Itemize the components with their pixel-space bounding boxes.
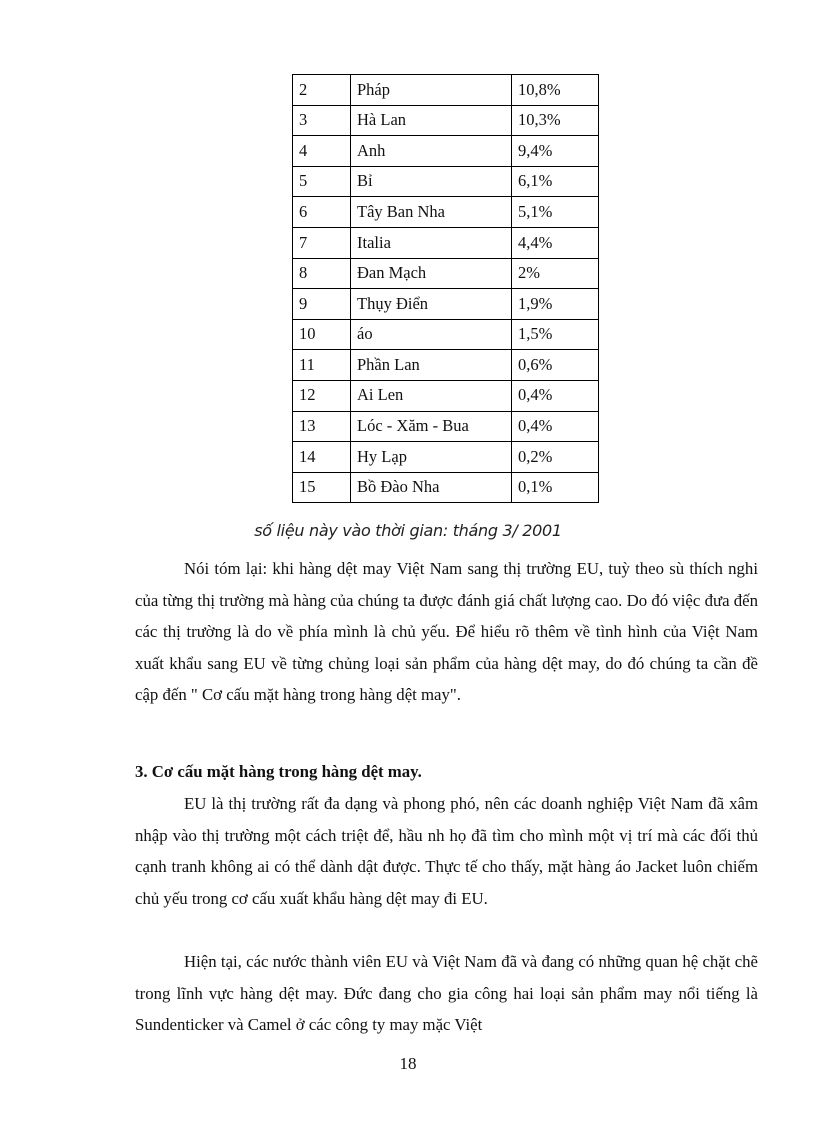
rank-cell: 11 bbox=[293, 350, 351, 381]
table-row bbox=[293, 380, 599, 411]
rank-cell: 10 bbox=[293, 319, 351, 350]
country-cell: Đan Mạch bbox=[351, 258, 512, 289]
country-cell: Anh bbox=[351, 136, 512, 167]
rank-cell: 3 bbox=[293, 105, 351, 136]
share-cell: 1,9% bbox=[512, 289, 599, 320]
cooperation-paragraph: Hiện tại, các nước thành viên EU và Việt Nam đã và đang có những quan hệ chặt chẽ trong lĩnh vực hàng dệt may. Đức đang cho gia công hai loại sản phẩm may nổi tiếng là Sundenticker và Camel ở các công ty may mặc Việt bbox=[135, 952, 758, 1034]
table-row bbox=[293, 227, 599, 258]
table-row bbox=[293, 350, 599, 381]
summary-paragraph: Nói tóm lại: khi hàng dệt may Việt Nam sang thị trường EU, tuỳ theo sù thích nghi của từng thị trường mà hàng của chúng ta được đánh giá chất lượng cao. Do đó việc đưa đến các thị trường là do về phía mình là chủ yếu. Để hiểu rõ thêm về tình hình của Việt Nam xuất khẩu sang EU về từng chủng loại sản phẩm của hàng dệt may, do đó chúng ta cần đề cập đến " Cơ cấu mặt hàng trong hàng dệt may". bbox=[135, 559, 758, 704]
country-cell: Bỉ bbox=[351, 166, 512, 197]
table-row bbox=[293, 105, 599, 136]
country-cell: Italia bbox=[351, 227, 512, 258]
share-cell: 0,4% bbox=[512, 411, 599, 442]
rank-cell: 2 bbox=[293, 75, 351, 106]
table-body bbox=[293, 75, 599, 503]
share-cell: 0,6% bbox=[512, 350, 599, 381]
country-cell: Thụy Điển bbox=[351, 289, 512, 320]
country-cell: Hy Lạp bbox=[351, 442, 512, 473]
rank-cell: 9 bbox=[293, 289, 351, 320]
eu-market-paragraph: EU là thị trường rất đa dạng và phong phó, nên các doanh nghiệp Việt Nam đã xâm nhập vào thị trường một cách triệt để, hầu nh họ đã tìm cho mình một vị trí mà các đối thủ cạnh tranh không ai có thể dành dật được. Thực tế cho thấy, mặt hàng áo Jacket luôn chiếm chủ yếu trong cơ cấu xuất khẩu hàng dệt may đi EU. bbox=[135, 794, 758, 908]
country-cell: Bồ Đào Nha bbox=[351, 472, 512, 503]
country-cell: Pháp bbox=[351, 75, 512, 106]
share-cell: 0,2% bbox=[512, 442, 599, 473]
rank-cell: 14 bbox=[293, 442, 351, 473]
table-row bbox=[293, 197, 599, 228]
share-cell: 1,5% bbox=[512, 319, 599, 350]
country-cell: Tây Ban Nha bbox=[351, 197, 512, 228]
rank-cell: 4 bbox=[293, 136, 351, 167]
share-cell: 5,1% bbox=[512, 197, 599, 228]
country-cell: Phần Lan bbox=[351, 350, 512, 381]
rank-cell: 8 bbox=[293, 258, 351, 289]
table-row bbox=[293, 472, 599, 503]
table-row bbox=[293, 319, 599, 350]
table-row bbox=[293, 75, 599, 106]
country-cell: Lóc - Xăm - Bua bbox=[351, 411, 512, 442]
rank-cell: 12 bbox=[293, 380, 351, 411]
share-cell: 10,8% bbox=[512, 75, 599, 106]
share-cell: 10,3% bbox=[512, 105, 599, 136]
share-cell: 2% bbox=[512, 258, 599, 289]
rank-cell: 13 bbox=[293, 411, 351, 442]
table-row bbox=[293, 166, 599, 197]
country-cell: áo bbox=[351, 319, 512, 350]
rank-cell: 15 bbox=[293, 472, 351, 503]
country-cell: Hà Lan bbox=[351, 105, 512, 136]
table-row bbox=[293, 258, 599, 289]
rank-cell: 6 bbox=[293, 197, 351, 228]
rank-cell: 5 bbox=[293, 166, 351, 197]
table-row bbox=[293, 289, 599, 320]
section-heading: 3. Cơ cấu mặt hàng trong hàng dệt may. bbox=[135, 762, 422, 781]
table-row bbox=[293, 442, 599, 473]
rank-cell: 7 bbox=[293, 227, 351, 258]
share-cell: 4,4% bbox=[512, 227, 599, 258]
country-cell: Ai Len bbox=[351, 380, 512, 411]
market-share-table bbox=[292, 74, 599, 503]
table-caption: số liệu này vào thời gian: tháng 3/ 2001 bbox=[254, 521, 562, 540]
table-row bbox=[293, 136, 599, 167]
share-cell: 0,1% bbox=[512, 472, 599, 503]
share-cell: 6,1% bbox=[512, 166, 599, 197]
share-cell: 9,4% bbox=[512, 136, 599, 167]
table-row bbox=[293, 411, 599, 442]
share-cell: 0,4% bbox=[512, 380, 599, 411]
page-number: 18 bbox=[399, 1054, 417, 1073]
